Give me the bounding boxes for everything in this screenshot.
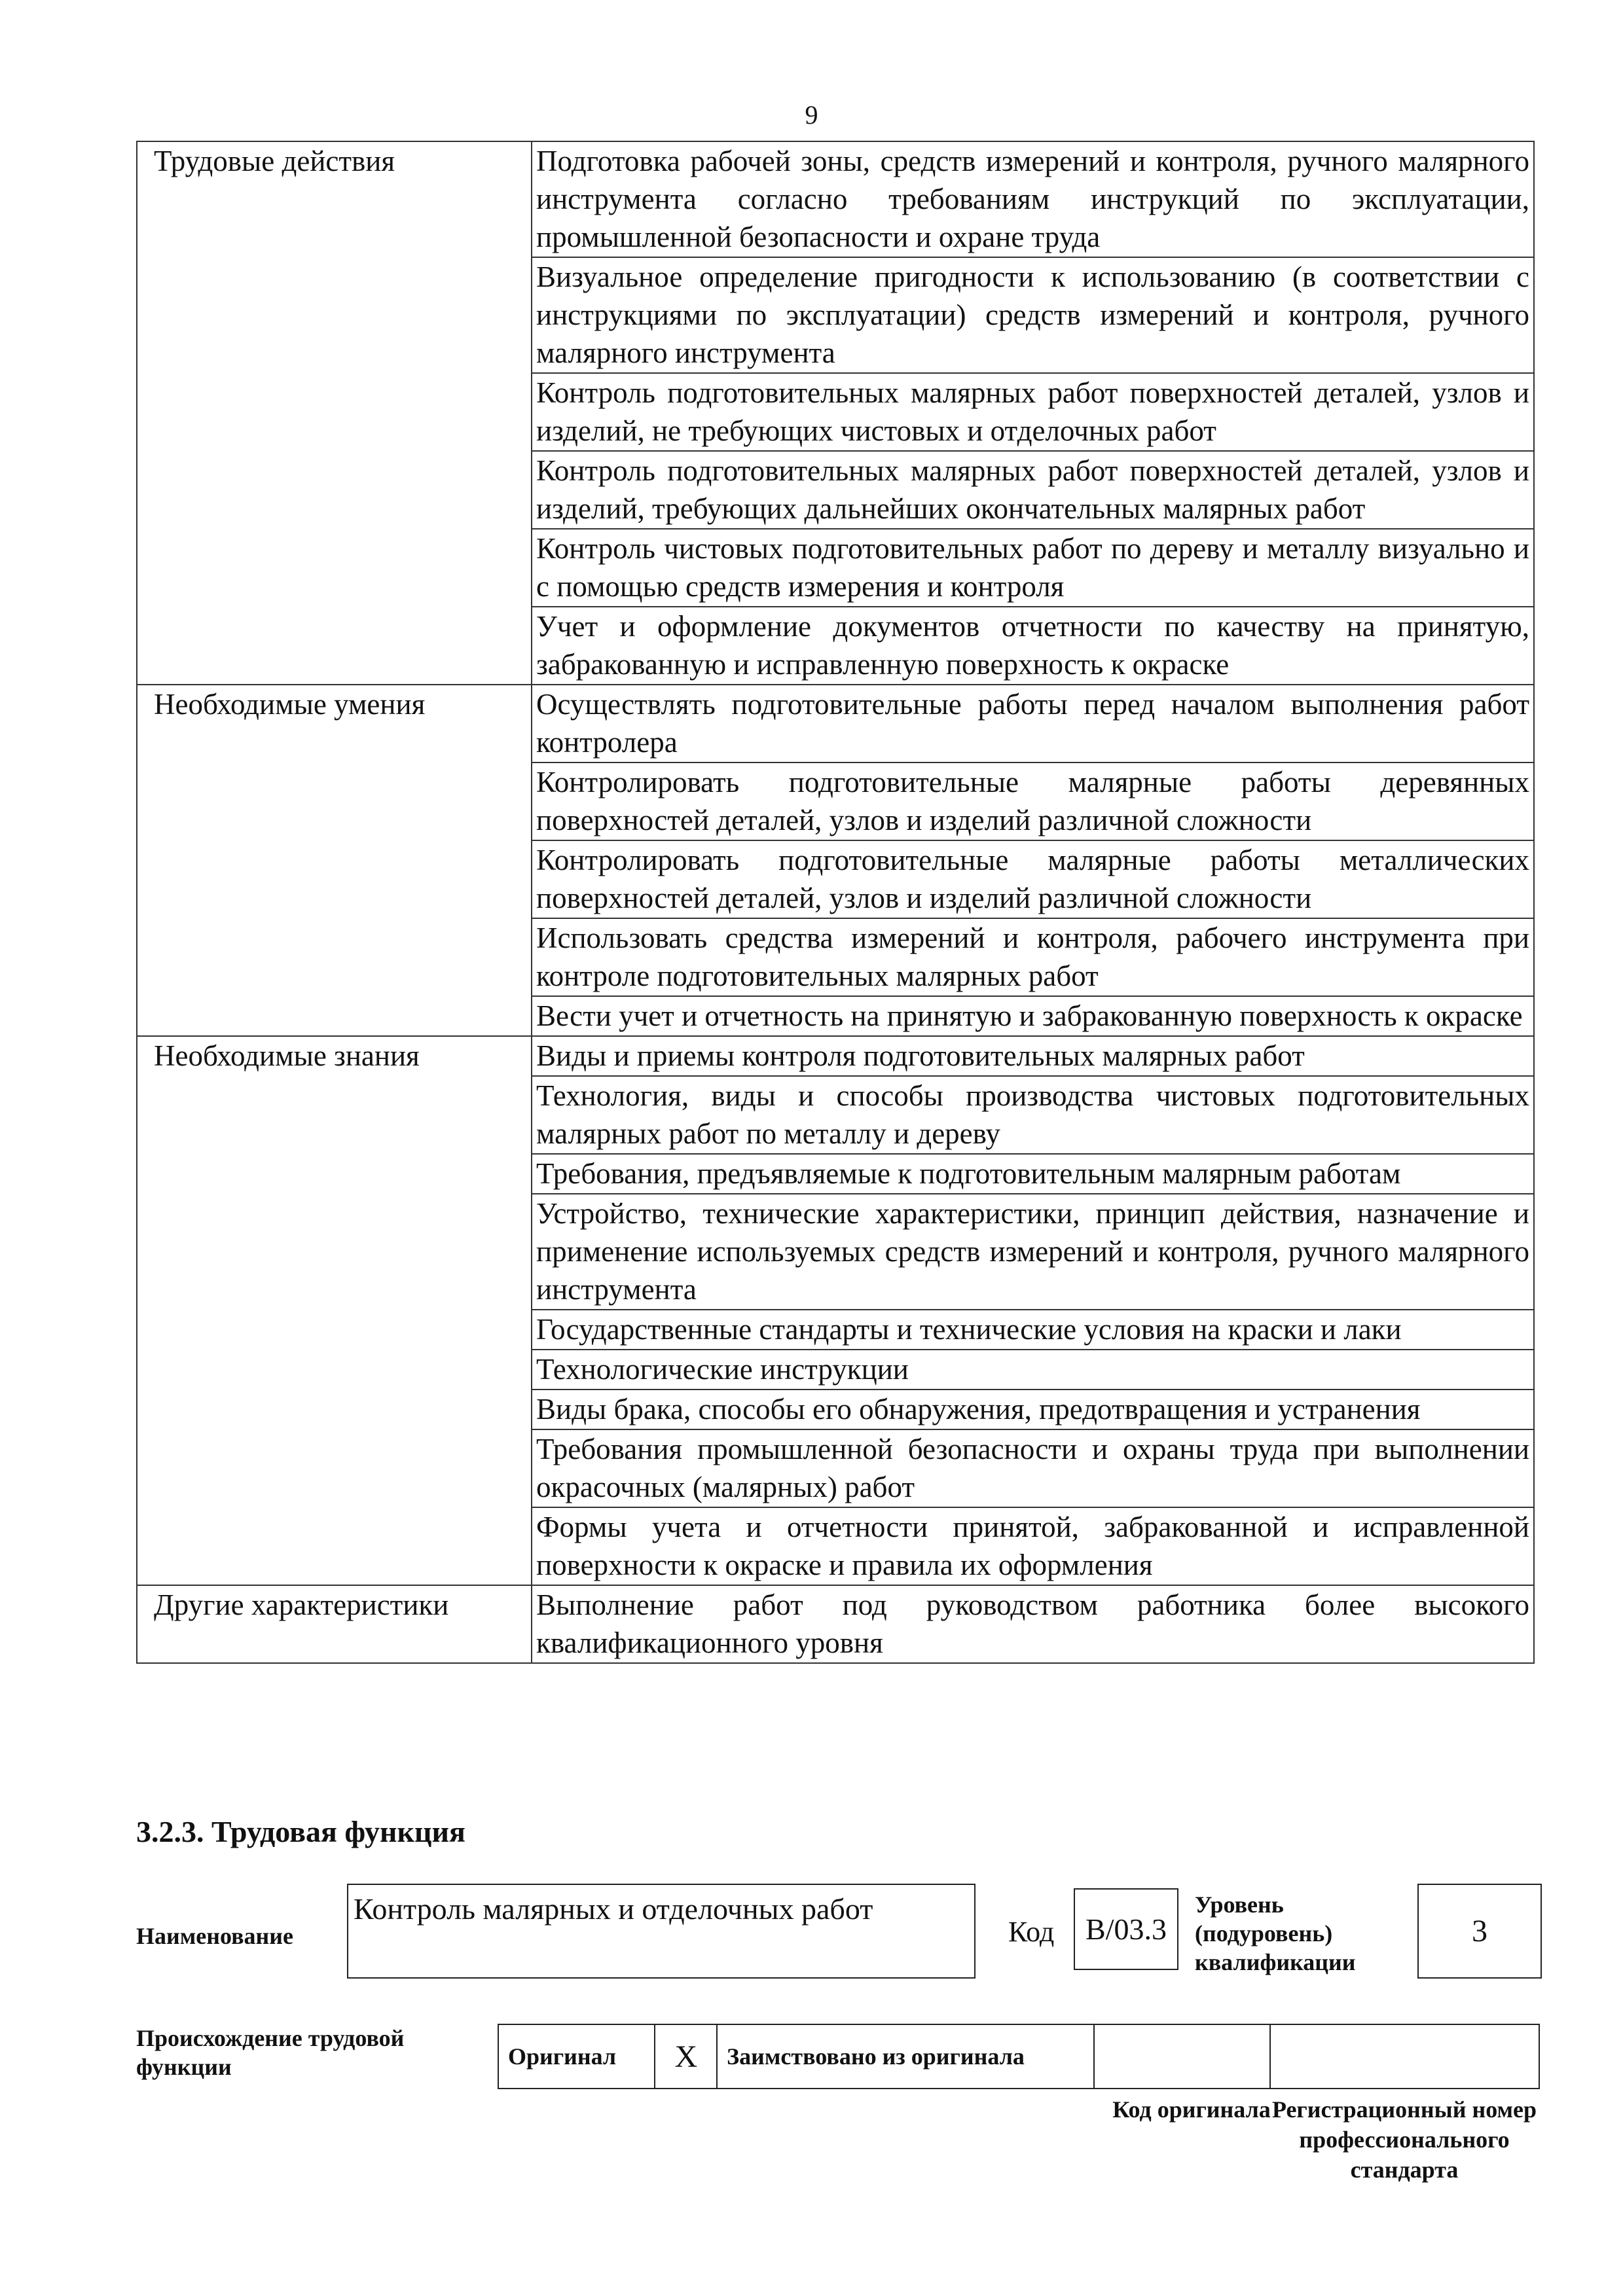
original-code-cell: [1095, 2025, 1271, 2088]
row-item: Технология, виды и способы производства чистовых подготовительных малярных работ по металлу и дереву: [532, 1076, 1534, 1154]
origin-borrowed-cell: [718, 2025, 1095, 2088]
row-item: Визуальное определение пригодности к использованию (в соответствии с инструкциями по эксплуатации) средств измерений и контроля, ручного малярного инструмента: [532, 257, 1534, 373]
caption-registration-number: Регистрационный номер профессионального стандарта: [1271, 2096, 1537, 2183]
row-item: Контроль подготовительных малярных работ поверхностей деталей, узлов и изделий, требующих дальнейших окончательных малярных работ: [532, 451, 1534, 529]
origin-row: [498, 2024, 1540, 2089]
origin-mark: X: [674, 2039, 698, 2074]
level-field: 3: [1417, 1884, 1542, 1979]
row-label: Необходимые знания: [137, 1036, 532, 1585]
code-field: B/03.3: [1074, 1888, 1178, 1970]
row-item: Контролировать подготовительные малярные работы металлических поверхностей деталей, узлов и изделий различной сложности: [532, 840, 1534, 918]
row-item: Выполнение работ под руководством работника более высокого квалификационного уровня: [532, 1585, 1534, 1663]
row-item: Государственные стандарты и технические условия на краски и лаки: [532, 1310, 1534, 1350]
name-label: Наименование: [136, 1923, 293, 1949]
requirements-table: [136, 141, 1535, 1664]
row-item: Использовать средства измерений и контроля, рабочего инструмента при контроле подготовительных малярных работ: [532, 918, 1534, 996]
registration-number-cell: [1271, 2025, 1539, 2088]
code-label: Код: [1008, 1916, 1055, 1948]
row-item: Учет и оформление документов отчетности по качеству на принятую, забракованную и исправленную поверхность к окраске: [532, 607, 1534, 685]
origin-original-label: Оригинал: [508, 2043, 617, 2070]
row-item: Требования промышленной безопасности и охраны труда при выполнении окрасочных (малярных) работ: [532, 1429, 1534, 1507]
row-item: Осуществлять подготовительные работы перед началом выполнения работ контролера: [532, 685, 1534, 762]
origin-original-cell: [499, 2025, 655, 2088]
table-row: [137, 1036, 1534, 1076]
section-title: 3.2.3. Трудовая функция: [136, 1815, 465, 1848]
page-number: 9: [805, 100, 818, 130]
row-label: Необходимые умения: [137, 685, 532, 1036]
row-label: Другие характеристики: [137, 1585, 532, 1663]
row-item: Подготовка рабочей зоны, средств измерений и контроля, ручного малярного инструмента согласно требованиям инструкций по эксплуатации, промышленной безопасности и охране труда: [532, 141, 1534, 257]
row-item: Формы учета и отчетности принятой, забракованной и исправленной поверхности к окраске и правила их оформления: [532, 1507, 1534, 1585]
row-item: Контроль чистовых подготовительных работ по дереву и металлу визуально и с помощью средств измерения и контроля: [532, 529, 1534, 607]
row-item: Виды и приемы контроля подготовительных малярных работ: [532, 1036, 1534, 1076]
table-row: [137, 1585, 1534, 1663]
row-item: Устройство, технические характеристики, принцип действия, назначение и применение используемых средств измерений и контроля, ручного малярного инструмента: [532, 1194, 1534, 1310]
row-item: Контроль подготовительных малярных работ поверхностей деталей, узлов и изделий, не требующих чистовых и отделочных работ: [532, 373, 1534, 451]
table-row: [137, 685, 1534, 762]
origin-mark-cell: [655, 2025, 718, 2088]
caption-original-code: Код оригинала: [1112, 2096, 1271, 2123]
row-item: Виды брака, способы его обнаружения, предотвращения и устранения: [532, 1390, 1534, 1429]
row-item: Технологические инструкции: [532, 1350, 1534, 1390]
row-item: Вести учет и отчетность на принятую и забракованную поверхность к окраске: [532, 996, 1534, 1036]
origin-borrowed-label: Заимствовано из оригинала: [727, 2043, 1025, 2070]
table-row: [137, 141, 1534, 257]
row-item: Контролировать подготовительные малярные работы деревянных поверхностей деталей, узлов и изделий различной сложности: [532, 762, 1534, 840]
level-label: Уровень (подуровень) квалификации: [1195, 1892, 1356, 1975]
function-name-field: Контроль малярных и отделочных работ: [347, 1884, 976, 1979]
origin-label: Происхождение трудовой функции: [136, 2025, 405, 2080]
row-label: Трудовые действия: [137, 141, 532, 685]
row-item: Требования, предъявляемые к подготовительным малярным работам: [532, 1154, 1534, 1194]
